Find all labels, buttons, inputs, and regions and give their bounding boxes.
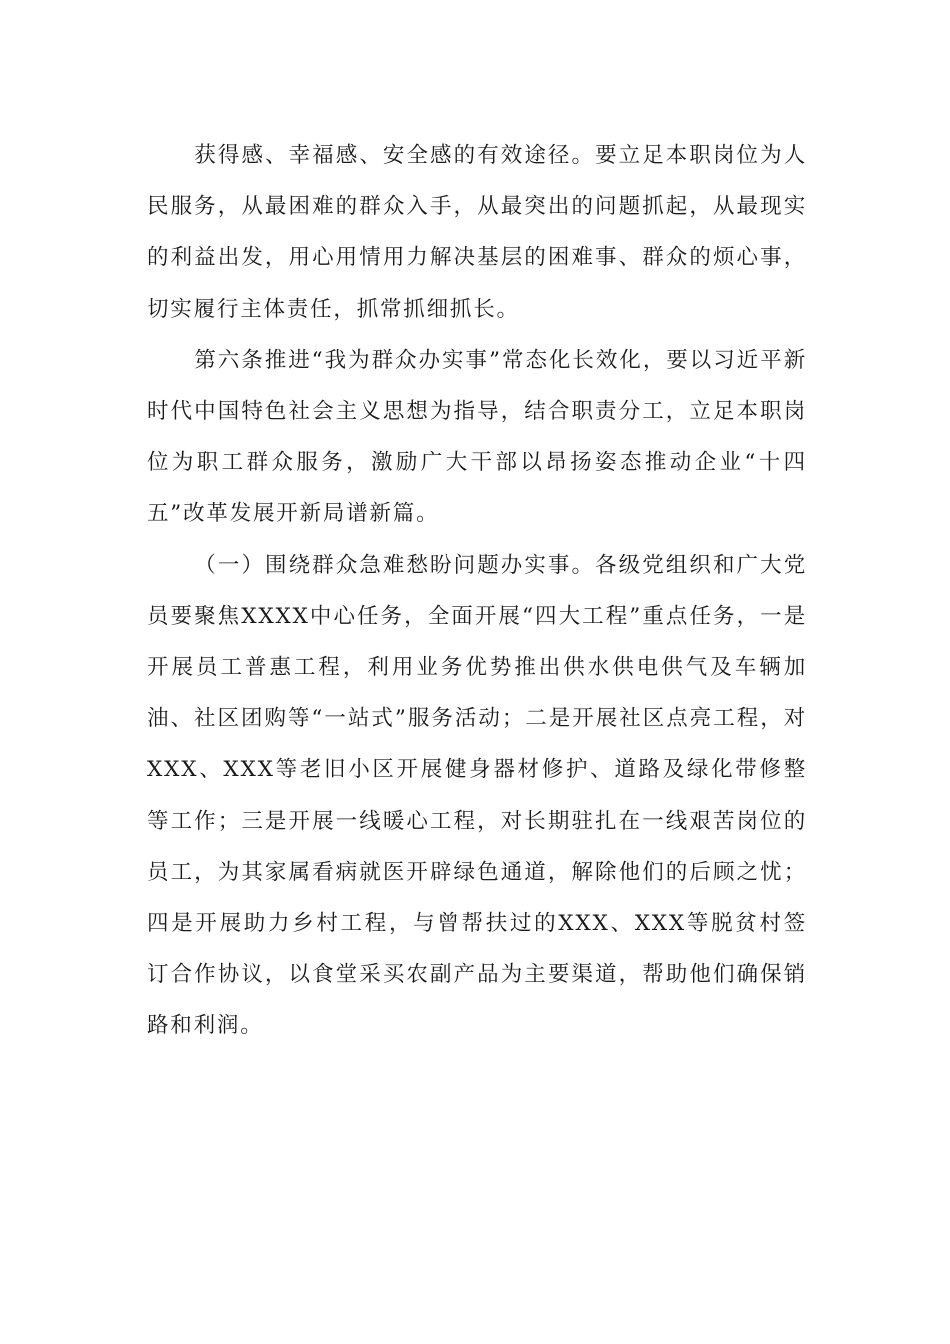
paragraph: 第六条推进“我为群众办实事”常态化长效化，要以习近平新时代中国特色社会主义思想为指导，结合职责分工，立足本职岗位为职工群众服务，激励广大干部以昂扬姿态推动企业“十四五”改革发展开新局谱新篇。 — [147, 347, 807, 527]
document-body — [147, 130, 807, 1052]
paragraph: 获得感、幸福感、安全感的有效途径。要立足本职岗位为人民服务，从最困难的群众入手，从最突出的问题抓起，从最现实的利益出发，用心用情用力解决基层的困难事、群众的烦心事，切实履行主体责任，抓常抓细抓长。 — [147, 143, 807, 322]
paragraph: （一）围绕群众急难愁盼问题办实事。各级党组织和广大党员要聚焦XXXX中心任务，全面开展“四大工程”重点任务，一是开展员工普惠工程，利用业务优势推出供水供电供气及车辆加油、社区团购等“一站式”服务活动；二是开展社区点亮工程，对XXX、XXX等老旧小区开展健身器材修护、道路及绿化带修整等工作；三是开展一线暖心工程，对长期驻扎在一线艰苦岗位的员工，为其家属看病就医开辟绿色通道，解除他们的后顾之忧；四是开展助力乡村工程，与曾帮扶过的XXX、XXX等脱贫村签订合作协议，以食堂采买农副产品为主要渠道，帮助他们确保销路和利润。 — [147, 552, 807, 1039]
